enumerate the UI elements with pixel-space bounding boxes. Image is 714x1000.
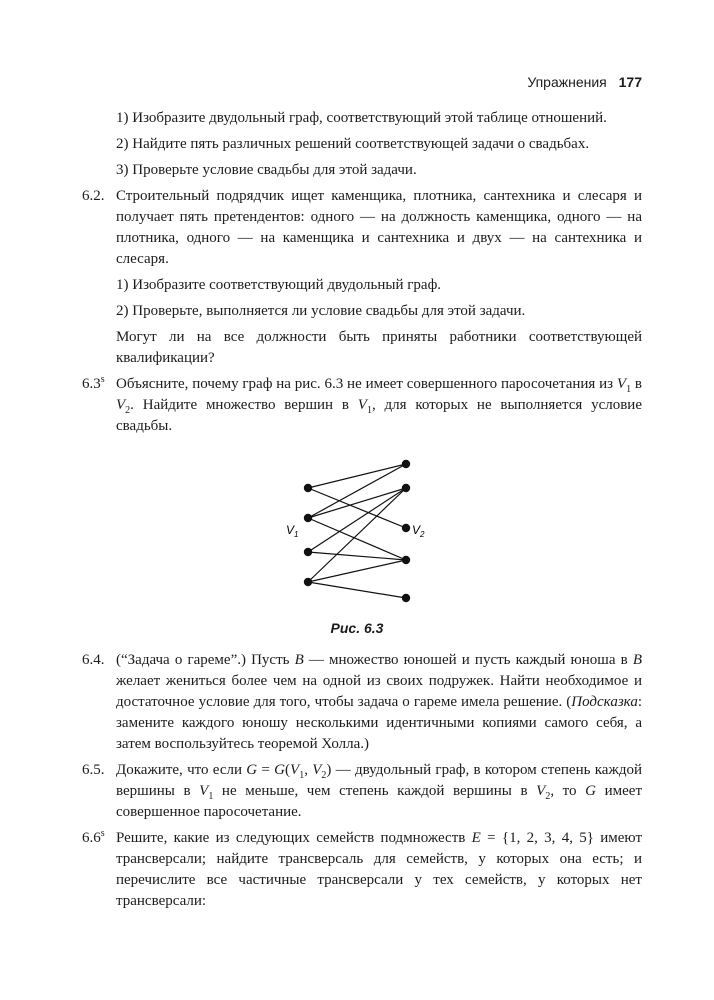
graph-edge [308,560,406,582]
exercise-text: Строительный подрядчик ищет каменщика, плотника, сантехника и слесаря и получает пять претендентов: одного — на должность каменщика, одного — на плотника, одного — на каменщика и сантехника и двух — на сантехника и слесаря. [116,188,642,267]
exercise-number: 6.2. [82,188,105,204]
list-item: 1) Изобразите соответствующий двудольный граф. [116,277,442,293]
exercise-text: Решите, какие из следующих семейств подмножеств E = {1, 2, 3, 4, 5} имеют трансверсали; найдите трансверсаль для семейств, у которых она есть; и перечислите все частичные трансверсали у тех семейств, у которых нет трансверсали: [116,830,642,909]
graph-edge [308,464,406,518]
vertex-v1 [304,514,312,522]
exercise-6-6 [82,828,642,912]
graph-edge [308,488,406,582]
running-header [527,74,642,90]
bipartite-graph-figure [270,450,450,610]
exercise-number: 6.6$^s$ [82,828,105,846]
graph-edges [308,464,406,598]
vertex-v2 [402,594,410,602]
exercise-6-5 [82,760,642,823]
vertex-v1 [304,484,312,492]
list-item: 3) Проверьте условие свадьбы для этой задачи. [116,162,417,178]
list-item: 2) Найдите пять различных решений соответствующей задачи о свадьбах. [116,136,590,152]
exercise-6-3 [82,374,642,437]
exercise-text: Объясните, почему граф на рис. 6.3 не имеет совершенного паросочетания из $V_1$ в $V_2$. Найдите множество вершин в $V_1$, для которых не выполняется условие свадьбы. [116,376,642,434]
exercise-number: 6.4. [82,652,105,668]
header-section-title: Упражнения [527,74,607,90]
star-mark: s [100,828,105,839]
figure-caption: Рис. 6.3 [330,620,384,636]
graph-edge [308,488,406,552]
vertex-v2 [402,524,410,532]
label-v2: $V_2$ [412,523,425,539]
text-block-bottom [82,650,642,917]
list-item: 2) Проверьте, выполняется ли условие свадьбы для этой задачи. [116,303,526,319]
vertex-v1 [304,548,312,556]
vertex-v2 [402,484,410,492]
graph-vertices [304,460,410,602]
star-mark: s [100,374,105,385]
list-item: 1) Изобразите двудольный граф, соответствующий этой таблице отношений. [116,110,607,126]
exercise-text: (“Задача о гареме”.) Пусть B — множество юношей и пусть каждый юноша в B желает жениться более чем на одной из своих подружек. Найти необходимое и достаточное условие для того, чтобы задача о гареме имела решение. (Подсказка: замените каждого юношу несколькими идентичными копиями самого себя, а затем воспользуйтесь теоремой Холла.) [116,652,642,752]
label-v1: $V_1$ [286,523,299,539]
graph-edge [308,488,406,518]
exercise-number: 6.3$^s$ [82,374,105,392]
exercise-number: 6.5. [82,762,105,778]
graph-edge [308,464,406,488]
text-block-top [82,108,642,442]
graph-edge [308,488,406,528]
exercise-6-2 [82,186,642,270]
vertex-v1 [304,578,312,586]
vertex-v2 [402,556,410,564]
exercise-question: Могут ли на все должности быть приняты работники соответствующей квалификации? [116,329,642,366]
vertex-v2 [402,460,410,468]
page-number: 177 [618,74,642,90]
exercise-6-4 [82,650,642,755]
exercise-text: Докажите, что если $G = G(V_1$, $V_2$) — двудольный граф, в котором степень каждой вершины в $V_1$ не меньше, чем степень каждой вершины в $V_2$, то G имеет совершенное паросочетание. [116,762,643,820]
graph-edge [308,582,406,598]
